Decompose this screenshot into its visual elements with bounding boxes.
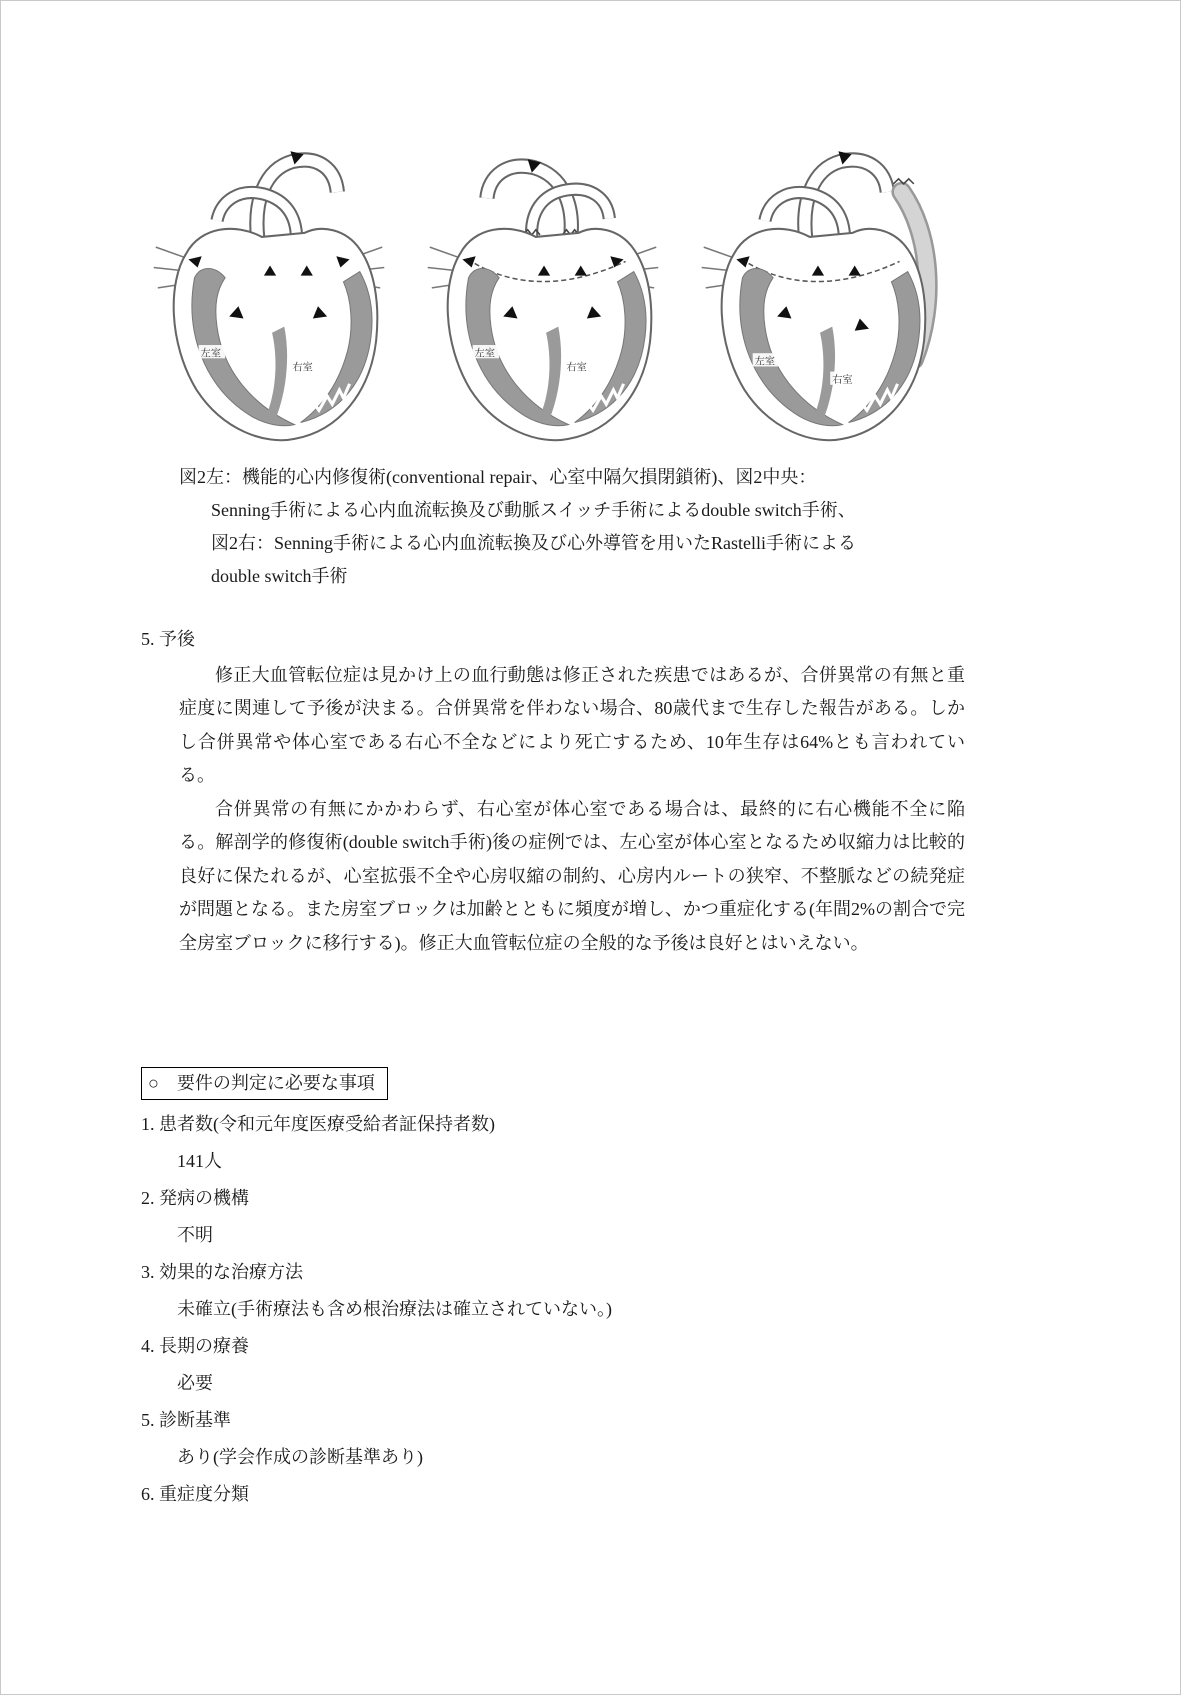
requirement-label: 3. 効果的な治療方法 bbox=[141, 1262, 303, 1282]
requirement-item-3 bbox=[141, 1254, 965, 1328]
rv-label: 右室 bbox=[566, 362, 587, 374]
requirement-label: 1. 患者数(令和元年度医療受給者証保持者数) bbox=[141, 1114, 495, 1134]
requirement-item-6 bbox=[141, 1476, 965, 1513]
requirement-item-1 bbox=[141, 1106, 965, 1180]
requirement-value: 141人 bbox=[177, 1151, 222, 1171]
caption-line: 図2左：機能的心内修復術(conventional repair、心室中隔欠損閉鎖術)、図2中央： bbox=[179, 467, 817, 487]
rv-label: 右室 bbox=[832, 374, 853, 386]
lv-label: 左室 bbox=[474, 348, 496, 360]
requirement-item-4 bbox=[141, 1328, 965, 1402]
boxed-heading: ○ 要件の判定に必要な事項 bbox=[141, 1067, 388, 1100]
section-prognosis bbox=[141, 623, 965, 960]
requirement-item-5 bbox=[141, 1402, 965, 1476]
prognosis-paragraph-2: 合併異常の有無にかかわらず、右心室が体心室である場合は、最終的に右心機能不全に陥る。解剖学的修復術(double switch手術)後の症例では、左心室が体心室となるため収縮力は比較的良好に保たれるが、心室拡張不全や心房収縮の制約、心房内ルートの狭窄、不整脈などの続発症が問題となる。また房室ブロックは加齢とともに頻度が増し、かつ重症化する(年間2%の割合で完全房室ブロックに移行する)。修正大血管転位症の全般的な予後は良好とはいえない。 bbox=[179, 798, 965, 953]
heart-diagram-double-switch bbox=[423, 139, 663, 445]
heart-diagram-rastelli-conduit bbox=[697, 139, 943, 445]
lv-label: 左室 bbox=[200, 348, 222, 360]
figure-caption bbox=[179, 461, 983, 593]
caption-line: 図2右：Senning手術による心内血流転換及び心外導管を用いたRastelli手術による bbox=[211, 533, 856, 553]
requirement-label: 2. 発病の機構 bbox=[141, 1188, 249, 1208]
requirement-value: 未確立(手術療法も含め根治療法は確立されていない。) bbox=[177, 1299, 612, 1319]
lv-label: 左室 bbox=[754, 356, 776, 368]
requirement-value: 不明 bbox=[177, 1225, 213, 1245]
caption-line: Senning手術による心内血流転換及び動脈スイッチ手術によるdouble switch手術、 bbox=[211, 500, 856, 520]
section-heading: 5. 予後 bbox=[141, 629, 195, 649]
requirement-label: 5. 診断基準 bbox=[141, 1410, 231, 1430]
requirement-value: 必要 bbox=[177, 1373, 213, 1393]
requirement-label: 4. 長期の療養 bbox=[141, 1336, 249, 1356]
heart-diagram-conventional-repair bbox=[149, 139, 389, 445]
rv-label: 右室 bbox=[292, 362, 313, 374]
figure-row bbox=[149, 139, 943, 451]
caption-line: double switch手術 bbox=[211, 566, 348, 586]
prognosis-paragraph-1: 修正大血管転位症は見かけ上の血行動態は修正された疾患ではあるが、合併異常の有無と重症度に関連して予後が決まる。合併異常を伴わない場合、80歳代まで生存した報告がある。しかし合併異常や体心室である右心不全などにより死亡するため、10年生存は64%とも言われている。 bbox=[179, 664, 965, 785]
requirement-value: あり(学会作成の診断基準あり) bbox=[177, 1447, 423, 1467]
requirement-label: 6. 重症度分類 bbox=[141, 1484, 249, 1504]
conduit-suture-marks bbox=[893, 179, 913, 184]
requirement-item-2 bbox=[141, 1180, 965, 1254]
requirements-section bbox=[141, 1065, 965, 1513]
